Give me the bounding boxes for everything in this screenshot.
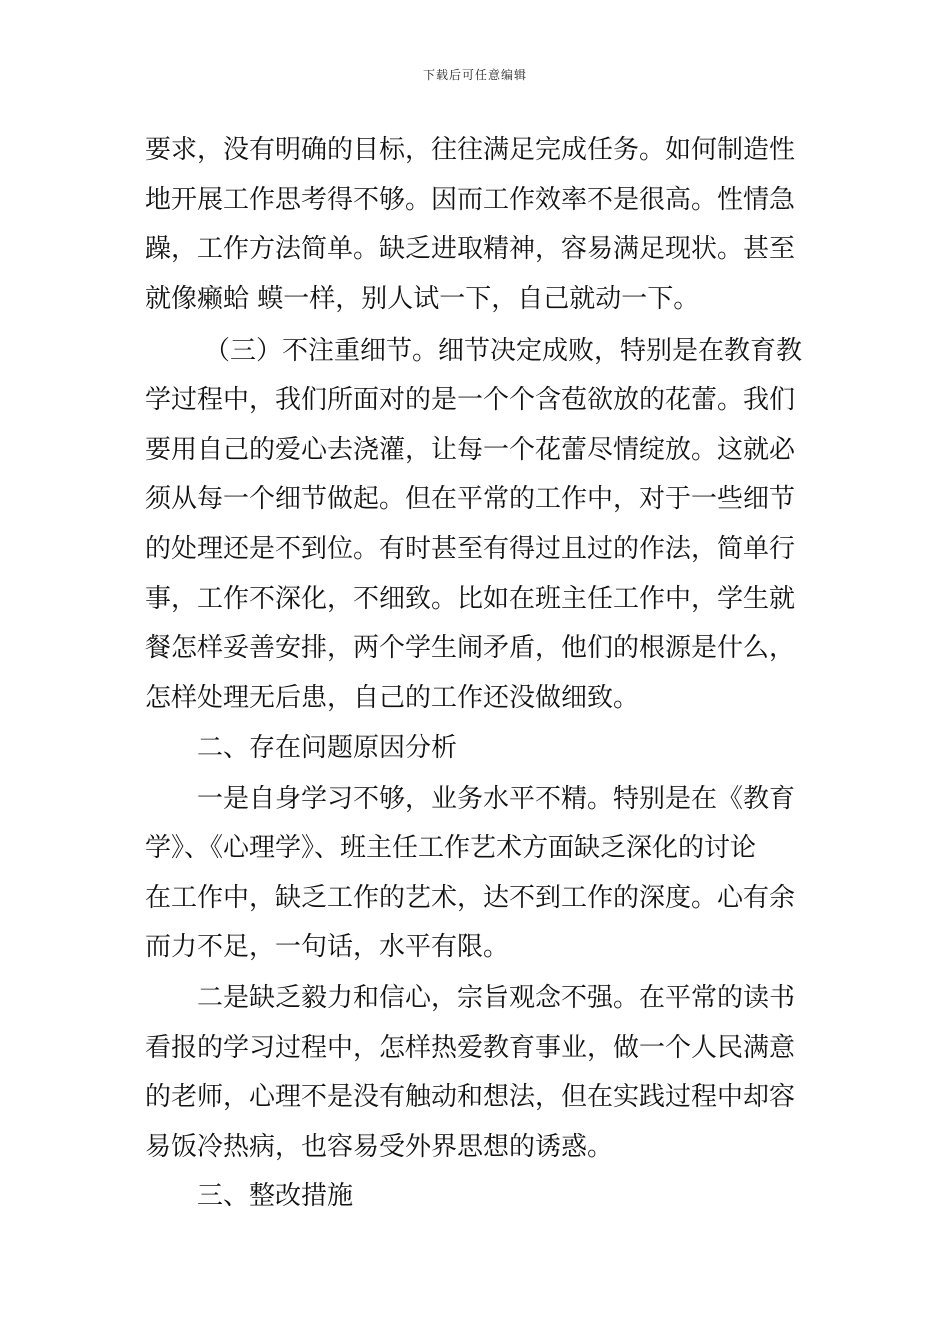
text-line: 一是自身学习不够，业务水平不精。特别是在《教育 [197,784,796,814]
text-line: 看报的学习过程中，怎样热爱教育事业，做一个人民满意 [145,1033,796,1063]
text-line: 而力不足，一句话，水平有限。 [145,932,510,962]
text-line: 的处理还是不到位。有时甚至有得过且过的作法，简单行 [145,534,796,564]
text-line: 在工作中，缺乏工作的艺术，达不到工作的深度。心有余 [145,883,796,913]
text-line: 学》、《心理学》、班主任工作艺术方面缺乏深化的讨论 [145,833,757,863]
text-line: 二是缺乏毅力和信心，宗旨观念不强。在平常的读书 [197,983,796,1013]
text-line: （三）不注重细节。细节决定成败，特别是在教育教 [204,336,803,366]
section-heading: 三、整改措施 [197,1181,354,1211]
text-line: 就像癞蛤 蟆一样，别人试一下，自己就动一下。 [145,284,700,314]
text-line: 怎样处理无后患，自己的工作还没做细致。 [145,683,640,713]
text-line: 事，工作不深化，不细致。比如在班主任工作中，学生就 [145,584,796,614]
text-line: 要用自己的爱心去浇灌，让每一个花蕾尽情绽放。这就必 [145,435,796,465]
text-line: 的老师，心理不是没有触动和想法，但在实践过程中却容 [145,1082,796,1112]
text-line: 餐怎样妥善安排，两个学生闹矛盾，他们的根源是什么， [145,633,796,663]
text-line: 须从每一个细节做起。但在平常的工作中，对于一些细节 [145,484,796,514]
text-line: 易饭冷热病，也容易受外界思想的诱惑。 [145,1132,614,1162]
text-line: 要求，没有明确的目标，往往满足完成任务。如何制造性 [145,135,796,165]
text-line: 躁，工作方法简单。缺乏进取精神，容易满足现状。甚至 [145,234,796,264]
page-header: 下载后可任意编辑 [422,68,527,82]
section-heading: 二、存在问题原因分析 [197,733,458,763]
text-line: 地开展工作思考得不够。因而工作效率不是很高。性情急 [145,185,796,215]
text-line: 学过程中，我们所面对的是一个个含苞欲放的花蕾。我们 [145,385,796,415]
